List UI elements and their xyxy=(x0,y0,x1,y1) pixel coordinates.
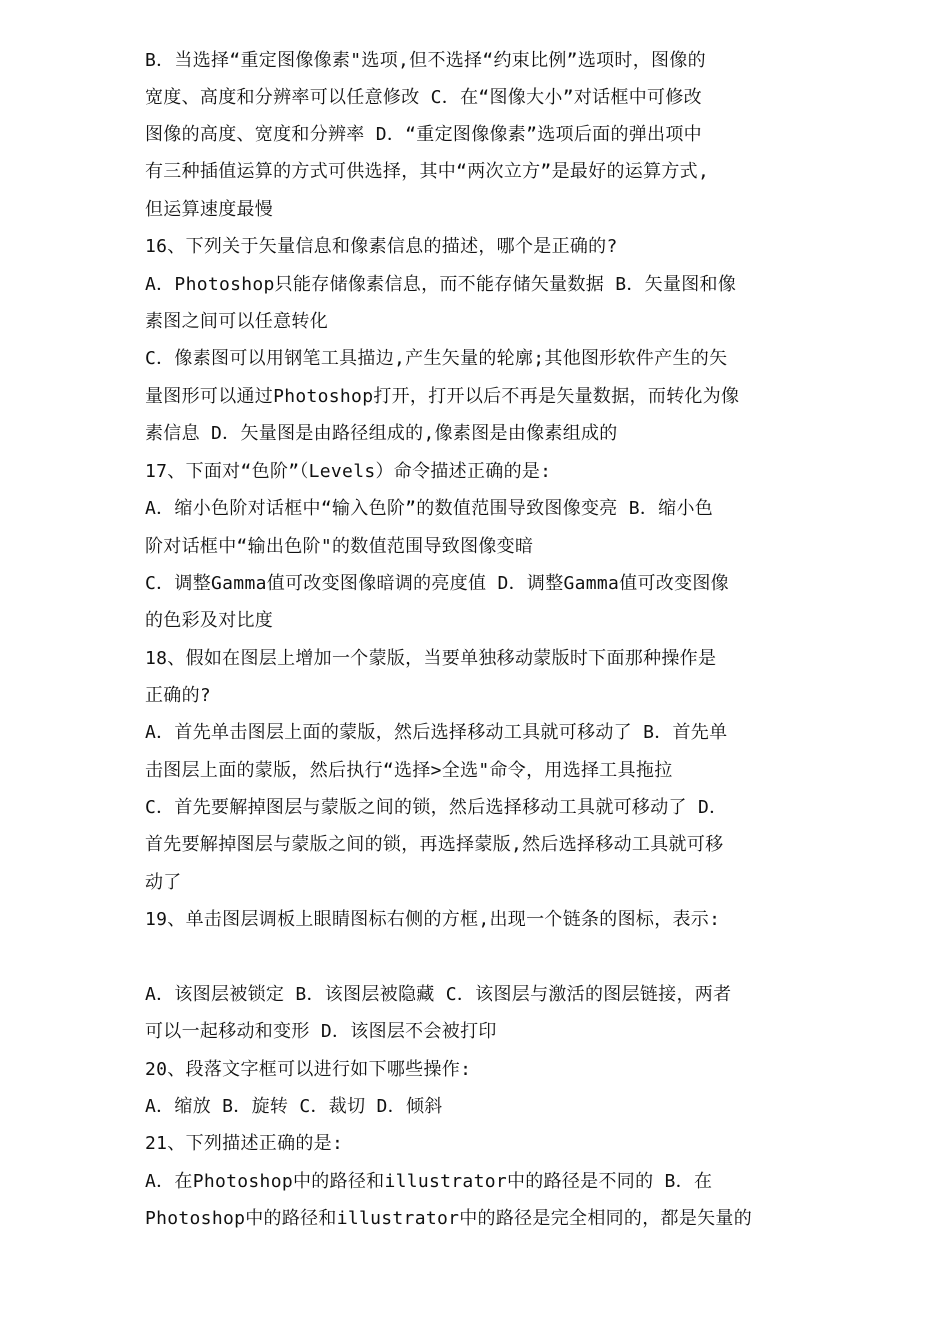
text-line: 素图之间可以任意转化 xyxy=(145,311,328,332)
question-16: 16、下列关于矢量信息和像素信息的描述，哪个是正确的? xyxy=(145,236,618,257)
text-line: C．首先要解掉图层与蒙版之间的锁，然后选择移动工具就可移动了 D． xyxy=(145,797,728,818)
text-line: 阶对话框中“输出色阶"的数值范围导致图像变暗 xyxy=(145,536,534,557)
text-line: A．该图层被锁定 B．该图层被隐藏 C．该图层与激活的图层链接，两者 xyxy=(145,984,732,1005)
text-line: A．缩放 B．旋转 C．裁切 D．倾斜 xyxy=(145,1096,443,1117)
text-line: 可以一起移动和变形 D．该图层不会被打印 xyxy=(145,1021,497,1042)
text-line: C．调整Gamma值可改变图像暗调的亮度值 D．调整Gamma值可改变图像 xyxy=(145,573,729,594)
text-line: A．首先单击图层上面的蒙版，然后选择移动工具就可移动了 B．首先单 xyxy=(145,722,728,743)
text-line: A．缩小色阶对话框中“输入色阶”的数值范围导致图像变亮 B．缩小色 xyxy=(145,498,714,519)
text-line: 有三种插值运算的方式可供选择，其中“两次立方”是最好的运算方式, xyxy=(145,161,710,182)
question-17: 17、下面对“色阶”（Levels）命令描述正确的是: xyxy=(145,461,552,482)
text-line: A．在Photoshop中的路径和illustrator中的路径是不同的 B．在 xyxy=(145,1171,713,1192)
question-21: 21、下列描述正确的是: xyxy=(145,1133,344,1154)
text-line: 击图层上面的蒙版，然后执行“选择>全选"命令，用选择工具拖拉 xyxy=(145,760,673,781)
text-line: 宽度、高度和分辨率可以任意修改 C．在“图像大小”对话框中可修改 xyxy=(145,87,702,108)
text-line: 素信息 D．矢量图是由路径组成的,像素图是由像素组成的 xyxy=(145,423,618,444)
question-18: 18、假如在图层上增加一个蒙版，当要单独移动蒙版时下面那种操作是 xyxy=(145,648,717,669)
text-line: B．当选择“重定图像像素"选项,但不选择“约束比例”选项时，图像的 xyxy=(145,50,706,71)
question-19: 19、单击图层调板上眼睛图标右侧的方框,出现一个链条的图标，表示: xyxy=(145,909,721,930)
text-line: Photoshop中的路径和illustrator中的路径是完全相同的，都是矢量的 xyxy=(145,1208,753,1229)
text-line: 量图形可以通过Photoshop打开，打开以后不再是矢量数据，而转化为像 xyxy=(145,386,740,407)
text-line: 动了 xyxy=(145,872,182,893)
text-line: 首先要解掉图层与蒙版之间的锁，再选择蒙版,然后选择移动工具就可移 xyxy=(145,834,724,855)
text-line: 的色彩及对比度 xyxy=(145,610,274,631)
text-line: A．Photoshop只能存储像素信息，而不能存储矢量数据 B．矢量图和像 xyxy=(145,274,737,295)
text-line: 图像的高度、宽度和分辨率 D．“重定图像像素”选项后面的弹出项中 xyxy=(145,124,702,145)
text-line: 但运算速度最慢 xyxy=(145,199,274,220)
text-line: 正确的? xyxy=(145,685,212,706)
text-line: C．像素图可以用钢笔工具描边,产生矢量的轮廓;其他图形软件产生的矢 xyxy=(145,348,728,369)
question-20: 20、段落文字框可以进行如下哪些操作: xyxy=(145,1059,472,1080)
